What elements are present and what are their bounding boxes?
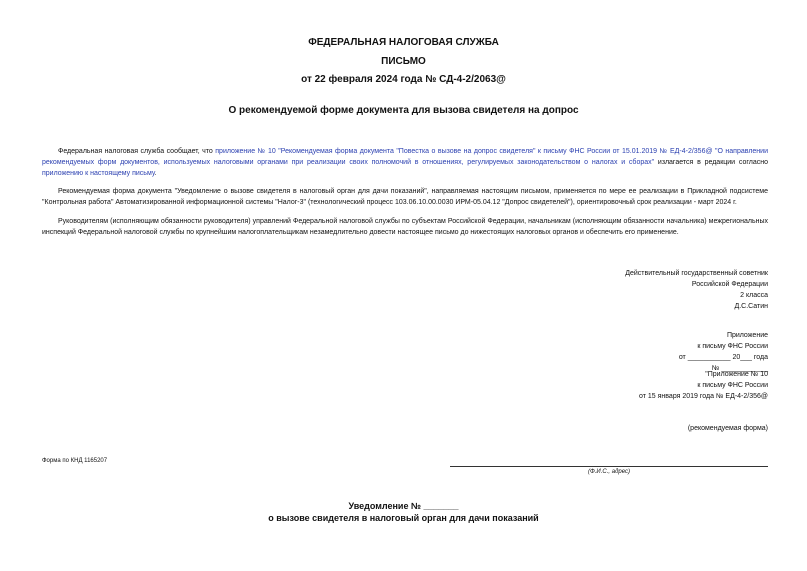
appendix-line-3: от ___________ 20___ года [678, 354, 768, 361]
signature-line-3: 2 класса [740, 292, 768, 299]
signature-line-2: Российской Федерации [691, 281, 768, 288]
subject-heading: О рекомендуемой форме документа для вызова свидетеля на допрос [228, 105, 579, 116]
signature-line-1: Действительный государственный советник [625, 270, 768, 277]
signature-line-4: Д.С.Сатин [734, 303, 768, 310]
appendix-10-link[interactable]: приложение № 10 "Рекомендуемая форма документа "Повестка о вызове на допрос свидетеля" к письму ФНС России от 15.01.2019 № ЕД-4-2/356@ "О направлении рекомендуемых форм документов, используемых налоговыми органами при реализации своих полномочий в отношениях, регулируемых законодательством о налогах и сборах" [42, 148, 768, 166]
address-label: (Ф.И.С., адрес) [588, 469, 630, 475]
doc-type-heading: ПИСЬМО [381, 56, 426, 67]
p1-text-a: Федеральная налоговая служба сообщает, что [58, 148, 213, 155]
knd-code: Форма по КНД 1165207 [42, 458, 108, 464]
appendix-10-line-2: к письму ФНС России [697, 382, 768, 389]
appendix-line-2: к письму ФНС России [697, 343, 768, 350]
notice-subtitle: о вызове свидетеля в налоговый орган для дачи показаний [268, 513, 539, 523]
appendix-10-line-3: от 15 января 2019 года № ЕД-4-2/356@ [639, 393, 768, 400]
address-line [450, 466, 768, 467]
appendix-block [679, 330, 768, 374]
paragraph-2 [42, 186, 768, 208]
appendix-line-1: Приложение [726, 332, 768, 339]
paragraph-3 [42, 216, 768, 238]
appendix-10-block [639, 369, 768, 402]
recommended-form-label: (рекомендуемая форма) [687, 425, 768, 432]
notice-title: Уведомление № _______ [348, 501, 459, 511]
signature-block [625, 268, 768, 312]
agency-heading: ФЕДЕРАЛЬНАЯ НАЛОГОВАЯ СЛУЖБА [308, 37, 499, 48]
date-number-heading: от 22 февраля 2024 года № СД-4-2/2063@ [301, 74, 506, 85]
p1-text-b: излагается в редакции согласно [657, 159, 768, 166]
appendix-link[interactable]: приложению к настоящему письму [42, 170, 155, 177]
paragraph-1 [42, 146, 768, 179]
p2-text: Рекомендуемая форма документа "Уведомление о вызове свидетеля в налоговый орган для дачи показаний", направляемая настоящим письмом, применяется по мере ее реализации в Прикладной подсистеме "Контрольная работа" Автоматизированной информационной системы "Налог-3" (технологический процесс 103.06.10.00.0030 ИРМ-05.04.12 "Допрос свидетелей"), ориентировочный срок реализации - март 2024 г. [42, 188, 768, 206]
p1-text-c: . [154, 170, 157, 177]
appendix-10-line-1: "Приложение № 10 [705, 371, 768, 378]
p3-text: Руководителям (исполняющим обязанности руководителя) управлений Федеральной налоговой службы по субъектам Российской Федерации, начальникам (исполняющим обязанности начальника) межрегиональных инспекций Федеральной налоговой службы по крупнейшим налогоплательщикам незамедлительно довести настоящее письмо до нижестоящих налоговых органов и обеспечить его применение. [42, 218, 768, 236]
appendix-line-4: № ____________ [711, 365, 768, 372]
